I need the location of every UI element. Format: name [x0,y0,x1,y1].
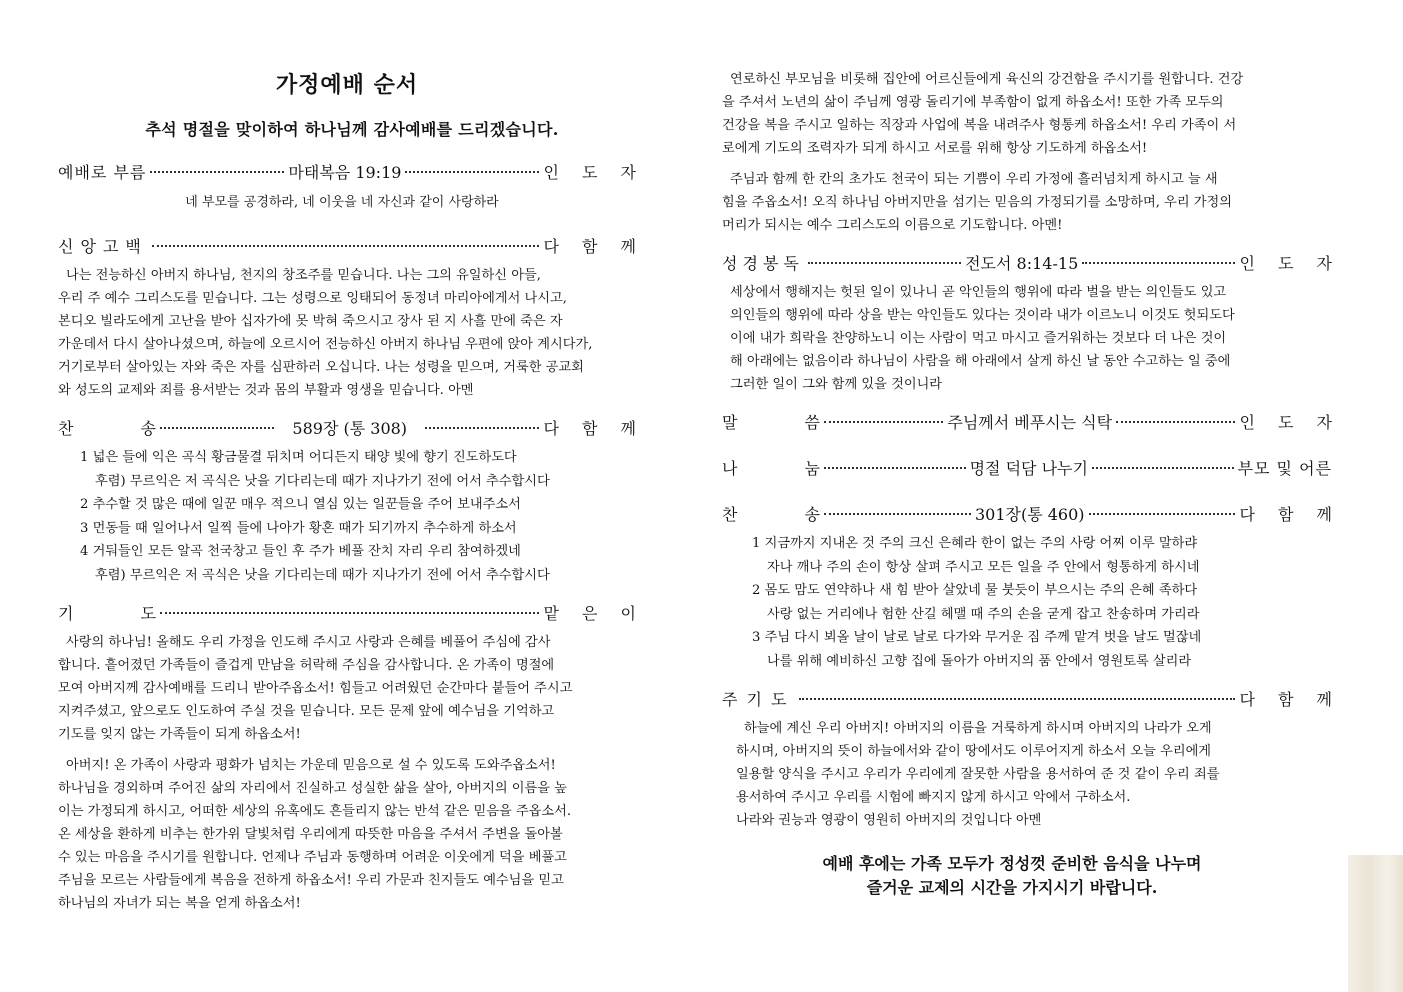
leader-dots [152,245,540,247]
order-leader: 인 도 자 [1239,413,1341,432]
right-column [722,68,1342,900]
hymn-2-lyrics [722,532,1332,673]
order-leader: 부모 및 어른 [1237,459,1333,478]
prayer-line: 힘을 주옵소서! 오직 하나님 아버지만을 섬기는 믿음의 가정되기를 소망하며, 우리 가정의 [722,195,1233,210]
prayer-line: 건강을 복을 주시고 일하는 직장과 사업에 복을 내려주사 형통케 하옵소서! 우리 가족이 서 [722,118,1237,133]
hymn-line: 나를 위해 예비하신 고향 집에 돌아가 아버지의 품 안에서 영원토록 살리라 [767,653,1192,669]
prayer-line: 주님과 함께 한 칸의 초가도 천국이 되는 기쁨이 우리 가정에 흘러넘치게 하시고 늘 새 [730,172,1218,187]
creed-line: 본디오 빌라도에게 고난을 받아 십자가에 못 박혀 죽으시고 장사 된 지 사흘 만에 죽은 자 [58,314,563,329]
order-lords-prayer [722,687,1341,709]
label-char: 말 [722,413,738,432]
corner-decoration [1348,855,1403,992]
order-creed [58,234,645,256]
label-char: 성 [722,254,743,273]
leader-dots [799,698,1235,700]
order-prayer [58,601,645,623]
prayer-line: 아버지! 온 가족이 사랑과 평화가 넘치는 가운데 믿음으로 설 수 있도록 도와주옵소서! [66,758,556,773]
leader-dots [1082,262,1235,264]
label-char: 독 [783,254,804,273]
leader-dots [405,171,539,173]
order-scripture [722,251,1342,273]
creed-line: 가운데서 다시 살아나셨으며, 하늘에 오르시어 전능하신 아버지 하나님 우편에 앉아 계시다가, [58,337,593,352]
leader-dots [160,427,274,429]
scripture-line: 이에 내가 희락을 찬양하노니 이는 사람이 먹고 마시고 즐거워하는 것보다 더 나은 것이 [730,331,1227,346]
leader-dots [150,171,284,173]
leader-dots [1089,513,1236,515]
prayer-line: 온 세상을 환하게 비추는 한가위 달빛처럼 우리에게 따뜻한 마음을 주셔서 주변을 돌아볼 [58,827,563,842]
hymn-line: 후렴) 무르익은 저 곡식은 낫을 기다리는데 때가 지나가기 전에 어서 추수합시다 [95,473,550,489]
prayer-line: 연로하신 부모님을 비롯해 집안에 어르신들에게 육신의 강건함을 주시기를 원합니다. 건강 [730,72,1244,87]
prayer-line: 하나님을 경외하며 주어진 삶의 자리에서 진실하고 성실한 삶을 살아, 아버지의 이름을 높 [58,781,567,796]
label-char: 고 [102,237,126,256]
closing-line: 즐거운 교제의 시간을 가지시기 바랍니다. [866,878,1158,897]
scripture-text [722,281,1332,396]
label-char: 찬 [722,505,738,524]
order-call-to-worship [58,160,646,182]
prayer-line: 모여 아버지께 감사예배를 드리니 받아주옵소서! 힘들고 어려웠던 순간마다 붙들어 주시고 [58,681,573,696]
hymn-line: 자나 깨나 주의 손이 항상 살펴 주시고 모든 일을 주 안에서 형통하게 하시네 [767,559,1200,575]
leader-dots [1116,421,1235,423]
leader-dots [824,513,971,515]
prayer-line: 머리가 되시는 예수 그리스도의 이름으로 기도합니다. 아멘! [722,218,1063,233]
creed-line: 나는 전능하신 아버지 하나님, 천지의 창조주를 믿습니다. 나는 그의 유일하신 아들, [66,268,541,283]
leader-dots [160,612,539,614]
prayer-line: 주님을 모르는 사람들에게 복음을 전하게 하옵소서! 우리 가문과 친지들도 예수님을 믿고 [58,873,564,888]
label-char: 경 [742,254,763,273]
order-leader: 인 도 자 [1239,254,1342,273]
order-hymn-2 [722,502,1342,524]
prayer-line: 합니다. 흩어졌던 가족들이 즐겁게 만남을 허락해 주심을 감사합니다. 온 가족이 명절에 [58,658,555,673]
closing-line: 예배 후에는 가족 모두가 정성껏 준비한 음식을 나누며 [822,854,1202,873]
label-char: 도 [770,690,796,709]
hymn-line: 1 넓은 들에 익은 곡식 황금물결 뒤치며 어디든지 태양 빛에 향기 진도하도다 [80,450,517,465]
hymn-line: 1 지금까지 지내온 것 주의 크신 은혜라 한이 없는 주의 사랑 어찌 이루 말하랴 [752,536,1198,551]
prayer-line: 하나님의 자녀가 되는 복을 얻게 하옵소서! [58,896,301,911]
leader-dots [824,467,966,469]
scripture-line: 그러한 일이 그와 함께 있을 것이니라 [730,377,943,392]
lords-prayer-line: 하늘에 계신 우리 아버지! 아버지의 이름을 거룩하게 하시며 아버지의 나라가 오게 [744,721,1212,736]
order-reference: 전도서 8:14-15 [965,254,1079,273]
closing-note [692,852,1332,900]
label-char: 눔 [804,459,820,478]
order-leader: 다 함 께 [543,419,646,438]
order-hymn [58,416,646,438]
order-reference: 명절 덕담 나누기 [969,459,1088,478]
leader-dots [808,262,961,264]
label-char: 도 [140,604,156,623]
hymn-lyrics [58,446,636,587]
order-reference: 589장 (통 308) [292,419,408,438]
label-char: 송 [140,419,156,438]
hymn-line: 2 추수할 것 많은 때에 일꾼 매우 적으니 열심 있는 일꾼들을 주어 보내주소서 [80,497,521,512]
prayer-line: 기도를 잊지 않는 가족들이 되게 하옵소서! [58,727,301,742]
creed-line: 와 성도의 교제와 죄를 용서받는 것과 몸의 부활과 영생을 믿습니다. 아멘 [58,383,474,398]
order-leader: 다 함 께 [543,237,645,256]
creed-text [58,264,636,402]
leader-dots [824,421,943,423]
label-char: 기 [58,604,74,623]
order-leader: 다 함 께 [1239,690,1341,709]
label-char: 송 [804,505,820,524]
scripture-line: 의인들의 행위에 따라 상을 받는 악인들도 있다는 것이라 내가 이르노니 이것도 헛되도다 [730,308,1235,323]
prayer-line: 이는 가정되게 하시고, 어떠한 세상의 유혹에도 흔들리지 않는 반석 같은 믿음을 주옵소서. [58,804,572,819]
hymn-line: 3 먼동들 때 일어나서 일찍 들에 나아가 황혼 때가 되기까지 추수하게 하소서 [80,520,517,536]
creed-line: 거기로부터 살아있는 자와 죽은 자를 심판하러 오십니다. 나는 성령을 믿으며, 거룩한 공교회 [58,360,584,375]
order-leader: 인 도 자 [543,163,646,182]
lords-prayer-line: 일용할 양식을 주시고 우리가 우리에게 잘못한 사람을 용서하여 준 것 같이 우리 죄를 [736,767,1220,782]
prayer-paragraph-4 [722,168,1332,237]
prayer-line: 로에게 기도의 조력자가 되게 하시고 서로를 위해 항상 기도하게 하옵소서! [722,141,1148,156]
leader-dots [425,427,539,429]
prayer-line: 지켜주셨고, 앞으로도 인도하여 주실 것을 믿습니다. 모든 문제 앞에 예수님을 기억하고 [58,704,555,719]
scripture-line: 세상에서 행해지는 헛된 일이 있나니 곧 악인들의 행위에 따라 벌을 받는 의인들도 있고 [730,285,1227,300]
order-leader: 맡 은 이 [543,604,645,623]
order-label: 예배로 부름 [58,163,147,182]
lords-prayer-line: 용서하여 주시고 우리를 시험에 빠지지 않게 하시고 악에서 구하소서. [736,790,1131,805]
label-char: 신 [58,237,81,256]
label-char: 기 [746,690,771,709]
lords-prayer-line: 나라와 권능과 영광이 영원히 아버지의 것입니다 아멘 [736,813,1042,828]
label-char: 찬 [58,419,74,438]
hymn-line: 사랑 없는 거리에나 험한 산길 헤맬 때 주의 손을 굳게 잡고 찬송하며 가리라 [767,606,1200,622]
label-char: 앙 [80,237,103,256]
creed-line: 우리 주 예수 그리스도를 믿습니다. 그는 성령으로 잉태되어 동정녀 마리아에게서 나시고, [58,291,567,306]
label-char: 씀 [804,413,820,432]
left-column [58,68,646,915]
lords-prayer-line: 하시며, 아버지의 뜻이 하늘에서와 같이 땅에서도 이루어지게 하소서 오늘 우리에게 [736,744,1212,759]
hymn-line: 4 거둬들인 모든 알곡 천국창고 들인 후 주가 베풀 잔치 자리 우리 참여하겠네 [80,544,521,559]
prayer-line: 을 주셔서 노년의 삶이 주님께 영광 돌리기에 부족함이 없게 하옵소서! 또한 가족 모두의 [722,95,1224,110]
order-reference: 마태복음 19:19 [288,163,402,182]
hymn-line: 후렴) 무르익은 저 곡식은 낫을 기다리는데 때가 지나가기 전에 어서 추수합시다 [95,567,550,583]
page-subtitle: 추석 명절을 맞이하여 하나님께 감사예배를 드리겠습니다. [145,120,559,139]
order-reference: 301장(통 460) [974,505,1085,524]
prayer-line: 사랑의 하나님! 올해도 우리 가정을 인도해 주시고 사랑과 은혜를 베풀어 주심에 감사 [66,635,551,650]
label-char: 주 [722,690,747,709]
prayer-paragraph-3 [722,68,1332,160]
lords-prayer-text [722,717,1332,832]
prayer-paragraph-2 [58,754,636,915]
order-reference: 주님께서 베푸시는 식탁 [947,413,1113,432]
hymn-line: 2 몸도 맘도 연약하나 새 힘 받아 살았네 물 붓듯이 부으시는 주의 은혜 족하다 [752,583,1198,598]
order-sharing [722,456,1332,478]
label-char: 나 [722,459,738,478]
label-char: 봉 [762,254,784,273]
label-char: 백 [125,237,148,256]
order-leader: 다 함 께 [1239,505,1342,524]
order-sermon [722,410,1341,432]
scripture-line: 해 아래에는 없음이라 하나님이 사람을 해 아래에서 살게 하신 날 동안 수고하는 일 중에 [730,354,1231,369]
hymn-line: 3 주님 다시 뵈올 날이 날로 날로 다가와 무거운 짐 주께 맡겨 벗을 날도 멀잖네 [752,630,1202,645]
call-verse: 네 부모를 공경하라, 네 이웃을 네 자신과 같이 사랑하라 [185,195,499,210]
leader-dots [1092,467,1234,469]
page-title: 가정예배 순서 [275,72,419,98]
prayer-line: 수 있는 마음을 주시기를 원합니다. 언제나 주님과 동행하며 어려운 이웃에게 덕을 베풀고 [58,850,567,865]
prayer-paragraph-1 [58,631,636,746]
